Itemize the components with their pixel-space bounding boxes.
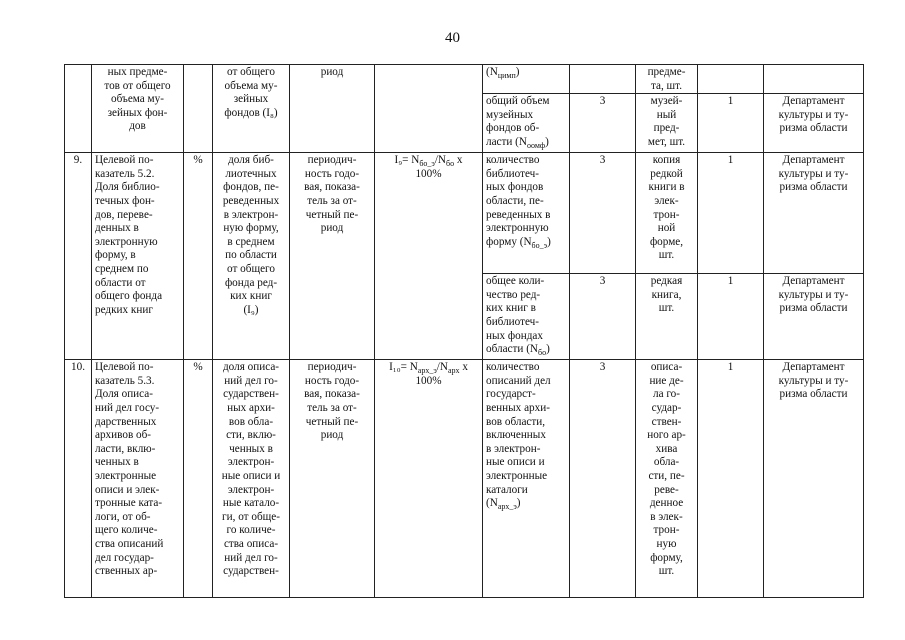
definition-cell: доля биб- лиотечных фондов, пе- реведенных в электрон- ную форму, в среднем по области от общего фонда ред- ких книг (I₉) (213, 153, 290, 360)
param-unit-cell: предме- та, шт. (636, 65, 698, 94)
definition-cell: доля описа- ний дел го- сударствен- ных архи- вов обла- сти, вклю- ченных в электрон- ные описи и электрон- ные катало- ги, от обще- го количе- ства описа- ний дел го- сударствен- (213, 360, 290, 598)
table-row (65, 65, 864, 94)
method-cell: 1 (698, 153, 764, 274)
definition-cell: от общего объема му- зейных фондов (I₈) (213, 65, 290, 153)
source-cell: 3 (570, 153, 636, 274)
indicator-name-cell: ных предме- тов от общего объема му- зейных фон- дов (92, 65, 184, 153)
formula-cell: $I_9= N_{бо\_э}/N_{бо}$ х 100% (375, 153, 483, 360)
parameter-cell: общее коли- чество ред- ких книг в библиотеч- ных фондах области $(N_{бо})$ (483, 274, 570, 360)
period-cell: периодич- ность годо- вая, показа- тель за от- четный пе- риод (290, 360, 375, 598)
unit-cell (184, 65, 213, 153)
responsible-cell: Департамент культуры и ту- ризма области (764, 153, 864, 274)
source-cell: 3 (570, 94, 636, 153)
parameter-cell: количество описаний дел государст- венных архи- вов области, включенных в электрон- ные описи и электронные каталоги $(N_{арх\_э})$ (483, 360, 570, 598)
method-cell: 1 (698, 360, 764, 598)
method-cell (698, 65, 764, 94)
row-number-cell (65, 65, 92, 153)
param-unit-cell: музей- ный пред- мет, шт. (636, 94, 698, 153)
period-cell: риод (290, 65, 375, 153)
source-cell (570, 65, 636, 94)
responsible-cell: Департамент культуры и ту- ризма области (764, 360, 864, 598)
row-number-cell: 10. (65, 360, 92, 598)
parameter-cell: количество библиотеч- ных фондов области, пе- реведенных в электронную форму $(N_{бо\_э})$ (483, 153, 570, 274)
param-unit-cell: копия редкой книги в элек- трон- ной форме, шт. (636, 153, 698, 274)
responsible-cell: Департамент культуры и ту- ризма области (764, 94, 864, 153)
method-cell: 1 (698, 274, 764, 360)
param-unit-cell: редкая книга, шт. (636, 274, 698, 360)
param-unit-cell: описа- ние де- ла го- судар- ствен- ного ар- хива обла- сти, пе- реве- денное в элек- трон- ную форму, шт. (636, 360, 698, 598)
table-row (65, 153, 864, 274)
formula-cell: $I_{10}= N_{арх\_э}/N_{арх}$ х 100% (375, 360, 483, 598)
indicator-name-cell: Целевой по- казатель 5.3. Доля описа- ний дел госу- дарственных архивов об- ласти, вклю- ченных в электронные описи и элек- тронные ката- логи, от об- щего количе- ства описаний дел государ- ственных ар- (92, 360, 184, 598)
period-cell: периодич- ность годо- вая, показа- тель за от- четный пе- риод (290, 153, 375, 360)
page-number: 40 (445, 30, 460, 46)
source-cell: 3 (570, 274, 636, 360)
source-cell: 3 (570, 360, 636, 598)
parameter-cell: $(N_{цимп})$ (483, 65, 570, 94)
responsible-cell (764, 65, 864, 94)
parameter-cell: общий объем музейных фондов об- ласти $(N_{оомф})$ (483, 94, 570, 153)
row-number-cell: 9. (65, 153, 92, 360)
responsible-cell: Департамент культуры и ту- ризма области (764, 274, 864, 360)
formula-cell (375, 65, 483, 153)
unit-cell: % (184, 153, 213, 360)
table-row (65, 360, 864, 598)
method-cell: 1 (698, 94, 764, 153)
indicator-name-cell: Целевой по- казатель 5.2. Доля библио- течных фон- дов, перевe- денных в электронную форму, в среднем по области от общего фонда редких книг (92, 153, 184, 360)
indicators-table (64, 64, 864, 598)
unit-cell: % (184, 360, 213, 598)
